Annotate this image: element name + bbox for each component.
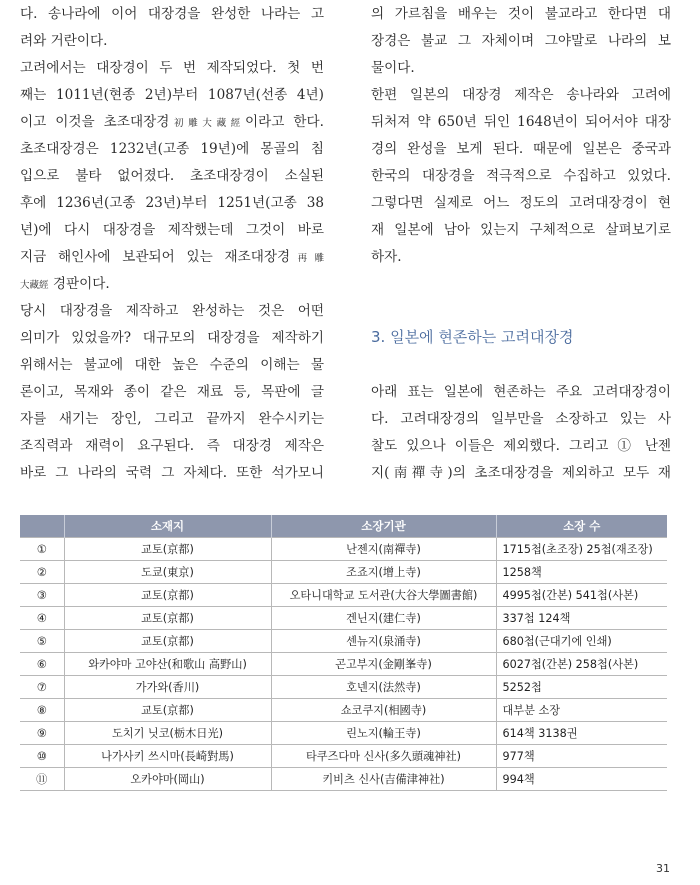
- table-row: [20, 607, 667, 630]
- row-number: ⑪: [20, 768, 64, 791]
- body-text-line: 초조대장경은 1232년(고종 19년)에 몽골의 침: [20, 141, 324, 157]
- body-text-line: 지(南禪寺)의 초조대장경을 제외하고 모두 재: [371, 465, 671, 481]
- text-run: 지금 해인사에 보관되어 있는 재조대장경: [20, 249, 291, 265]
- body-text-line: 당시 대장경을 제작하고 완성하는 것은 어떤: [20, 303, 324, 319]
- location-cell: 교토(京都): [64, 699, 271, 722]
- body-text-line: 입으로 불타 없어졌다. 초조대장경이 소실된: [20, 168, 324, 184]
- row-number: ⑥: [20, 653, 64, 676]
- body-text-line: 고려에서는 대장경이 두 번 제작되었다. 첫 번: [20, 60, 324, 76]
- institution-cell: 센뉴지(泉涌寺): [271, 630, 496, 653]
- body-text-line: 아래 표는 일본에 현존하는 주요 고려대장경이: [371, 384, 671, 400]
- institution-cell: 쇼코쿠지(相國寺): [271, 699, 496, 722]
- row-number: ①: [20, 538, 64, 561]
- section-heading: 3. 일본에 현존하는 고려대장경: [371, 328, 574, 346]
- holdings-cell: 4995첩(간본) 541첩(사본): [496, 584, 667, 607]
- hanja-annotation: 再雕: [290, 253, 324, 264]
- header-institution: 소장기관: [271, 515, 496, 538]
- table-row: [20, 699, 667, 722]
- row-number: ③: [20, 584, 64, 607]
- body-text-line: 한국의 대장경을 적극적으로 수집하고 있었다.: [371, 168, 671, 184]
- body-text-line: 한편 일본의 대장경 제작은 송나라와 고려에: [371, 87, 671, 103]
- institution-cell: 조죠지(增上寺): [271, 561, 496, 584]
- body-text-line: 바로 그 나라의 국력 그 자체다. 또한 석가모니: [20, 465, 324, 481]
- location-cell: 교토(京都): [64, 538, 271, 561]
- body-text-line: 다. 고려대장경의 일부만을 소장하고 있는 사: [371, 411, 671, 427]
- holdings-cell: 337첩 124책: [496, 607, 667, 630]
- body-text-line: [20, 111, 324, 133]
- location-cell: 나가사키 쓰시마(長崎對馬): [64, 745, 271, 768]
- location-cell: 교토(京都): [64, 607, 271, 630]
- body-text-line: 재 일본에 남아 있는지 구체적으로 살펴보기로: [371, 222, 671, 238]
- tripitaka-holdings-table: [20, 515, 667, 791]
- body-text-line: 째는 1011년(현종 2년)부터 1087년(선종 4년): [20, 87, 324, 103]
- body-text-line: 경의 완성을 보게 된다. 때문에 일본은 중국과: [371, 141, 671, 157]
- row-number: ⑤: [20, 630, 64, 653]
- table-row: [20, 768, 667, 791]
- location-cell: 와카야마 고야산(和歌山 高野山): [64, 653, 271, 676]
- body-text-line: 의 가르침을 배우는 것이 불교라고 한다면 대: [371, 6, 671, 22]
- body-text-line: 다. 송나라에 이어 대장경을 완성한 나라는 고: [20, 6, 324, 22]
- location-cell: 가가와(香川): [64, 676, 271, 699]
- table-row: [20, 653, 667, 676]
- header-number: [20, 515, 64, 538]
- body-text-line: 뒤처져 약 650년 뒤인 1648년이 되어서야 대장: [371, 114, 671, 130]
- row-number: ⑦: [20, 676, 64, 699]
- location-cell: 도쿄(東京): [64, 561, 271, 584]
- table-row: [20, 722, 667, 745]
- page-number: 31: [656, 862, 670, 875]
- institution-cell: 키비츠 신사(吉備津神社): [271, 768, 496, 791]
- body-text-line: [20, 246, 324, 268]
- holdings-cell: 6027첩(간본) 258첩(사본): [496, 653, 667, 676]
- location-cell: 교토(京都): [64, 630, 271, 653]
- body-text-line: 하자.: [371, 249, 402, 265]
- row-number: ②: [20, 561, 64, 584]
- body-text-line: 자를 새기는 장인, 그리고 끝까지 완수시키는: [20, 411, 324, 427]
- body-text-line: 장경은 불교 그 자체이며 그야말로 나라의 보: [371, 33, 671, 49]
- body-text-line: 의미가 있었을까? 대규모의 대장경을 제작하기: [20, 330, 324, 346]
- holdings-cell: 1715첩(초조장) 25첩(재조장): [496, 538, 667, 561]
- hanja-annotation: 初雕大藏經: [169, 118, 245, 129]
- text-run: 이라고 한다.: [244, 114, 324, 130]
- table-row: [20, 745, 667, 768]
- body-text-line: 년)에 다시 대장경을 제작했는데 그것이 바로: [20, 222, 324, 238]
- body-text-line: [20, 273, 324, 295]
- holdings-cell: 680첩(근대기에 인쇄): [496, 630, 667, 653]
- body-text-line: 론이고, 목재와 종이 같은 재료 등, 목판에 글: [20, 384, 324, 400]
- table-header-row: [20, 515, 667, 538]
- table-row: [20, 538, 667, 561]
- hanja-annotation: 大藏經: [20, 280, 49, 291]
- location-cell: 도치기 닛코(栃木日光): [64, 722, 271, 745]
- location-cell: 교토(京都): [64, 584, 271, 607]
- institution-cell: 곤고부지(金剛峯寺): [271, 653, 496, 676]
- table-row: [20, 561, 667, 584]
- holdings-cell: 614책 3138권: [496, 722, 667, 745]
- holdings-cell: 대부분 소장: [496, 699, 667, 722]
- holdings-cell: 1258책: [496, 561, 667, 584]
- header-holdings: 소장 수: [496, 515, 667, 538]
- table-row: [20, 676, 667, 699]
- body-text-line: 려와 거란이다.: [20, 33, 108, 49]
- location-cell: 오카야마(岡山): [64, 768, 271, 791]
- text-run: 경판이다.: [48, 276, 110, 292]
- table-row: [20, 630, 667, 653]
- body-text-line: 물이다.: [371, 60, 415, 76]
- table-row: [20, 584, 667, 607]
- holdings-cell: 994책: [496, 768, 667, 791]
- body-text-line: 조직력과 재력이 요구된다. 즉 대장경 제작은: [20, 438, 324, 454]
- text-run: 이고 이것을 초조대장경: [20, 114, 170, 130]
- institution-cell: 타쿠즈다마 신사(多久頭魂神社): [271, 745, 496, 768]
- body-text-line: 찰도 있으나 이들은 제외했다. 그리고 ① 난젠: [371, 438, 671, 454]
- body-text-line: 그렇다면 실제로 어느 정도의 고려대장경이 현: [371, 195, 671, 211]
- institution-cell: 린노지(輪王寺): [271, 722, 496, 745]
- institution-cell: 호넨지(法然寺): [271, 676, 496, 699]
- row-number: ⑩: [20, 745, 64, 768]
- holdings-cell: 5252첩: [496, 676, 667, 699]
- holdings-cell: 977책: [496, 745, 667, 768]
- body-text-line: 후에 1236년(고종 23년)부터 1251년(고종 38: [20, 195, 324, 211]
- institution-cell: 겐닌지(建仁寺): [271, 607, 496, 630]
- institution-cell: 오타니대학교 도서관(大谷大學圖書館): [271, 584, 496, 607]
- row-number: ⑧: [20, 699, 64, 722]
- body-text-line: 위해서는 불교에 대한 높은 수준의 이해는 물: [20, 357, 324, 373]
- row-number: ⑨: [20, 722, 64, 745]
- row-number: ④: [20, 607, 64, 630]
- header-location: 소재지: [64, 515, 271, 538]
- institution-cell: 난젠지(南禪寺): [271, 538, 496, 561]
